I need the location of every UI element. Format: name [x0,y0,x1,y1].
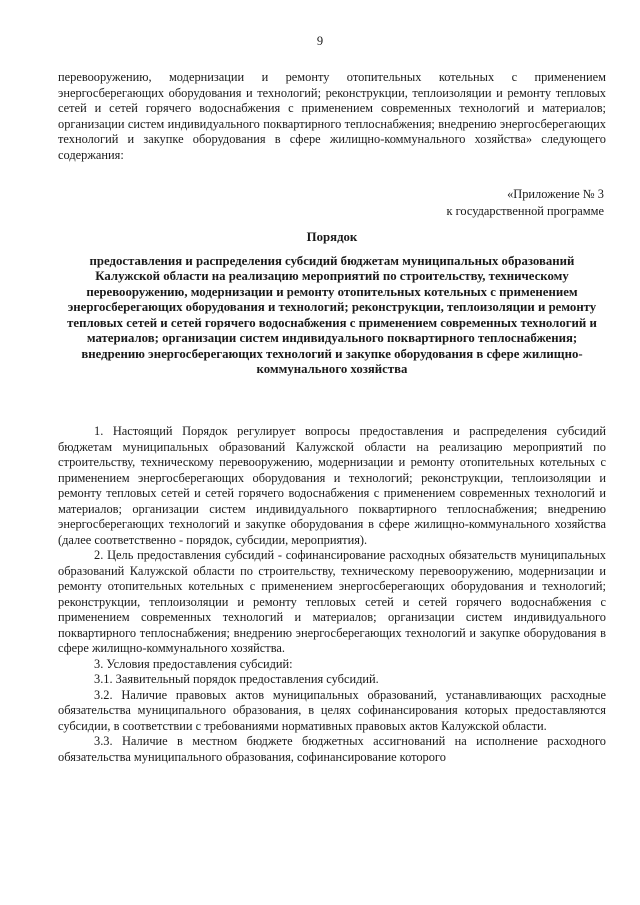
paragraph-3-1: 3.1. Заявительный порядок предоставления субсидий. [94,672,379,686]
title-subtitle: предоставления и распределения субсидий бюджетам муниципальных образований Калужской области на реализацию мероприятий по строительству, техническому перевооружению, модернизации и ремонту отопительных котельных с применением энергосберегающих оборудования и технологий; реконструкции, теплоизоляции и ремонту тепловых сетей и сетей горячего водоснабжения с применением современных технологий и материалов; организации систем индивидуального поквартирного теплоснабжения; внедрению энергосберегающих технологий и закупке оборудования в сфере жилищно-коммунального хозяйства [67,253,597,376]
appendix-line-2: к государственной программе [446,204,604,218]
page-number: 9 [316,34,324,48]
document-title [60,230,604,378]
paragraph-3-2: 3.2. Наличие правовых актов муниципальных образований, устанавливающих расходные обязательства муниципального образования, в целях софинансирования которых предоставляются субсидии, в соответствии с требованиями нормативных правовых актов Калужской области. [58,687,606,733]
appendix-reference [446,186,604,220]
paragraph-3-3: 3.3. Наличие в местном бюджете бюджетных ассигнований на исполнение расходного обязательства муниципального образования, софинансирование которого [58,734,606,764]
paragraph-2: 2. Цель предоставления субсидий - софинансирование расходных обязательств муниципальных образований Калужской области по строительству, техническому перевооружению, модернизации и ремонту отопительных котельных с применением энергосберегающих оборудования и технологий; реконструкции, теплоизоляции и ремонту тепловых сетей и сетей горячего водоснабжения с применением современных технологий и материалов; организации систем индивидуального поквартирного теплоснабжения; внедрению энергосберегающих технологий и закупке оборудования в сфере жилищно-коммунального хозяйства. [58,548,606,655]
intro-paragraph: перевооружению, модернизации и ремонту отопительных котельных с применением энергосберегающих оборудования и технологий; реконструкции, теплоизоляции и ремонту тепловых сетей и сетей горячего водоснабжения с применением современных технологий и материалов; организации систем индивидуального поквартирного теплоснабжения; внедрению энергосберегающих технологий и закупке оборудования в сфере жилищно-коммунального хозяйства» следующего содержания: [58,70,606,162]
title-heading: Порядок [306,230,358,244]
paragraph-1: 1. Настоящий Порядок регулирует вопросы предоставления и распределения субсидий бюджетам муниципальных образований Калужской области на реализацию мероприятий по строительству, техническому перевооружению, модернизации и ремонту отопительных котельных с применением энергосберегающих оборудования и технологий; реконструкции, теплоизоляции и ремонту тепловых сетей и сетей горячего водоснабжения с применением современных технологий и материалов; организации систем индивидуального поквартирного теплоснабжения; внедрению энергосберегающих технологий и закупке оборудования в сфере жилищно-коммунального хозяйства (далее соответственно - порядок, субсидии, мероприятия). [58,424,606,547]
paragraph-3: 3. Условия предоставления субсидий: [94,656,293,671]
appendix-line-1: «Приложение № 3 [507,187,604,201]
document-body [58,424,606,765]
